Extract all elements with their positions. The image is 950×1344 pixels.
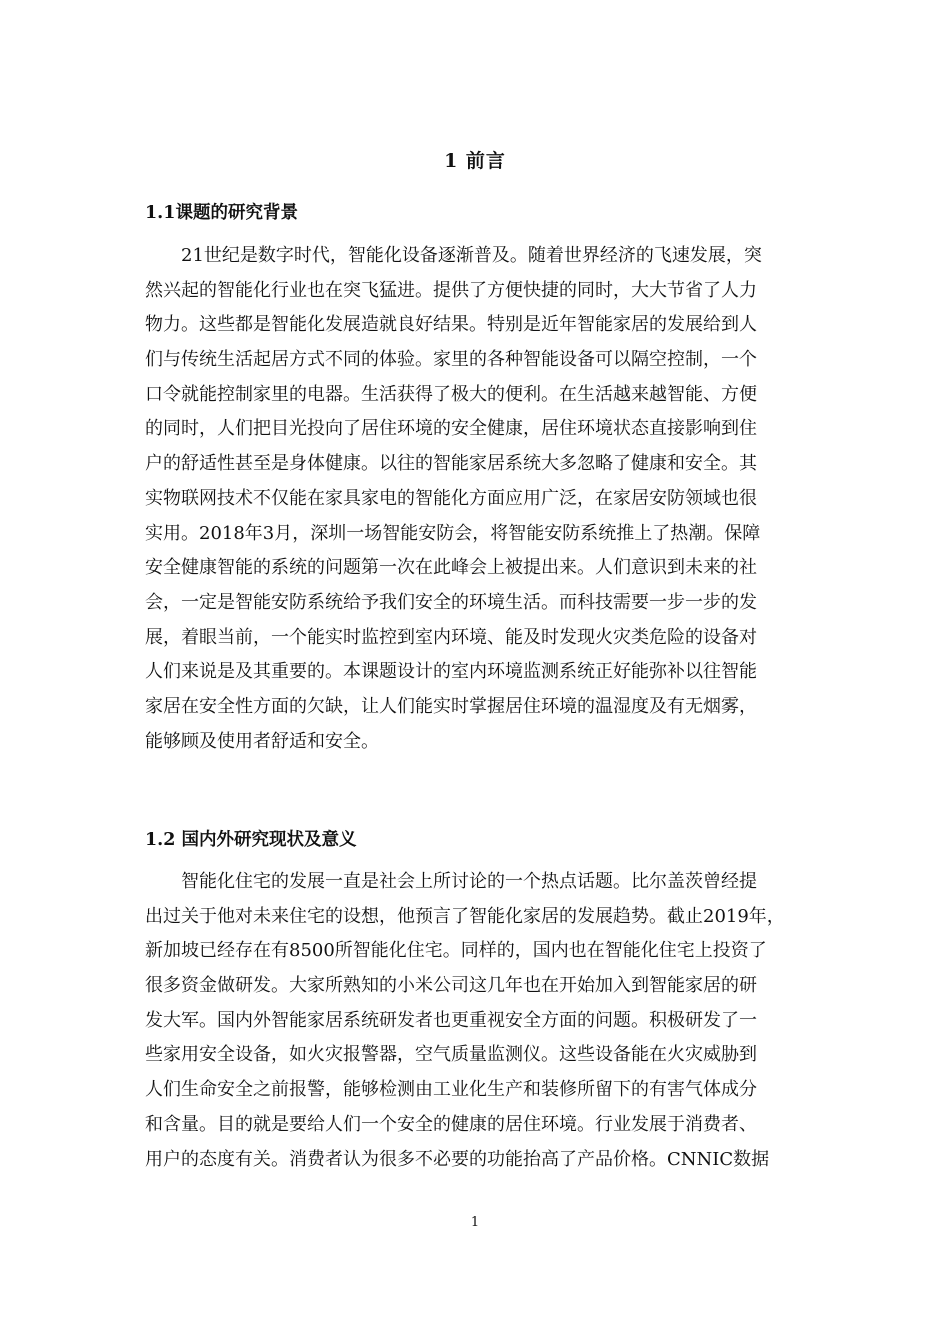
- paragraph-line: 智能化住宅的发展一直是社会上所讨论的一个热点话题。比尔盖茨曾经提: [181, 871, 757, 892]
- paragraph-line: 的同时，人们把目光投向了居住环境的安全健康，居住环境状态直接影响到住: [145, 418, 757, 440]
- paragraph-line: 人们来说是及其重要的。本课题设计的室内环境监测系统正好能弥补以往智能: [145, 661, 757, 683]
- paragraph-line: 展，着眼当前，一个能实时监控到室内环境、能及时发现火灾类危险的设备对: [145, 626, 757, 648]
- paragraph-line: 用户的态度有关。消费者认为很多不必要的功能抬高了产品价格。CNNIC数据: [145, 1148, 770, 1170]
- page-number: 1: [470, 1215, 480, 1230]
- paragraph-line: 和含量。目的就是要给人们一个安全的健康的居住环境。行业发展于消费者、: [145, 1113, 757, 1135]
- chapter-title: 1 前言: [444, 150, 506, 172]
- section-heading-1-2: 1.2 国内外研究现状及意义: [145, 830, 357, 850]
- section-1-1-paragraph: [145, 239, 807, 759]
- paragraph-line: 家居在安全性方面的欠缺，让人们能实时掌握居住环境的温湿度及有无烟雾，: [145, 695, 757, 717]
- paragraph-line: 口令就能控制家里的电器。生活获得了极大的便利。在生活越来越智能、方便: [145, 383, 757, 405]
- paragraph-line: 些家用安全设备，如火灾报警器，空气质量监测仪。这些设备能在火灾威胁到: [145, 1044, 757, 1066]
- paragraph-line: 实用。2018年3月，深圳一场智能安防会，将智能安防系统推上了热潮。保障: [145, 522, 761, 544]
- paragraph-line: 21世纪是数字时代，智能化设备逐渐普及。随着世界经济的飞速发展，突: [181, 245, 762, 266]
- paragraph-line: 能够顾及使用者舒适和安全。: [145, 730, 379, 752]
- paragraph-line: 新加坡已经存在有8500所智能化住宅。同样的，国内也在智能化住宅上投资了: [145, 940, 767, 962]
- paragraph-line: 实物联网技术不仅能在家具家电的智能化方面应用广泛，在家居安防领域也很: [145, 487, 757, 509]
- section-heading-1-1: 1.1课题的研究背景: [145, 203, 298, 223]
- paragraph-line: 很多资金做研发。大家所熟知的小米公司这几年也在开始加入到智能家居的研: [145, 975, 757, 997]
- paragraph-line: 人们生命安全之前报警，能够检测由工业化生产和装修所留下的有害气体成分: [145, 1079, 757, 1101]
- paragraph-line: 物力。这些都是智能化发展造就良好结果。特别是近年智能家居的发展给到人: [145, 314, 757, 336]
- paragraph-line: 们与传统生活起居方式不同的体验。家里的各种智能设备可以隔空控制，一个: [145, 349, 757, 371]
- section-1-2-paragraph: [145, 865, 807, 1177]
- paragraph-line: 会，一定是智能安防系统给予我们安全的环境生活。而科技需要一步一步的发: [145, 591, 757, 613]
- paragraph-line: 发大军。国内外智能家居系统研发者也更重视安全方面的问题。积极研发了一: [145, 1009, 757, 1031]
- paragraph-line: 出过关于他对未来住宅的设想，他预言了智能化家居的发展趋势。截止2019年，: [145, 905, 785, 927]
- paragraph-line: 户的舒适性甚至是身体健康。以往的智能家居系统大多忽略了健康和安全。其: [145, 453, 757, 475]
- paragraph-line: 然兴起的智能化行业也在突飞猛进。提供了方便快捷的同时，大大节省了人力: [145, 279, 757, 301]
- paragraph-line: 安全健康智能的系统的问题第一次在此峰会上被提出来。人们意识到未来的社: [145, 557, 757, 579]
